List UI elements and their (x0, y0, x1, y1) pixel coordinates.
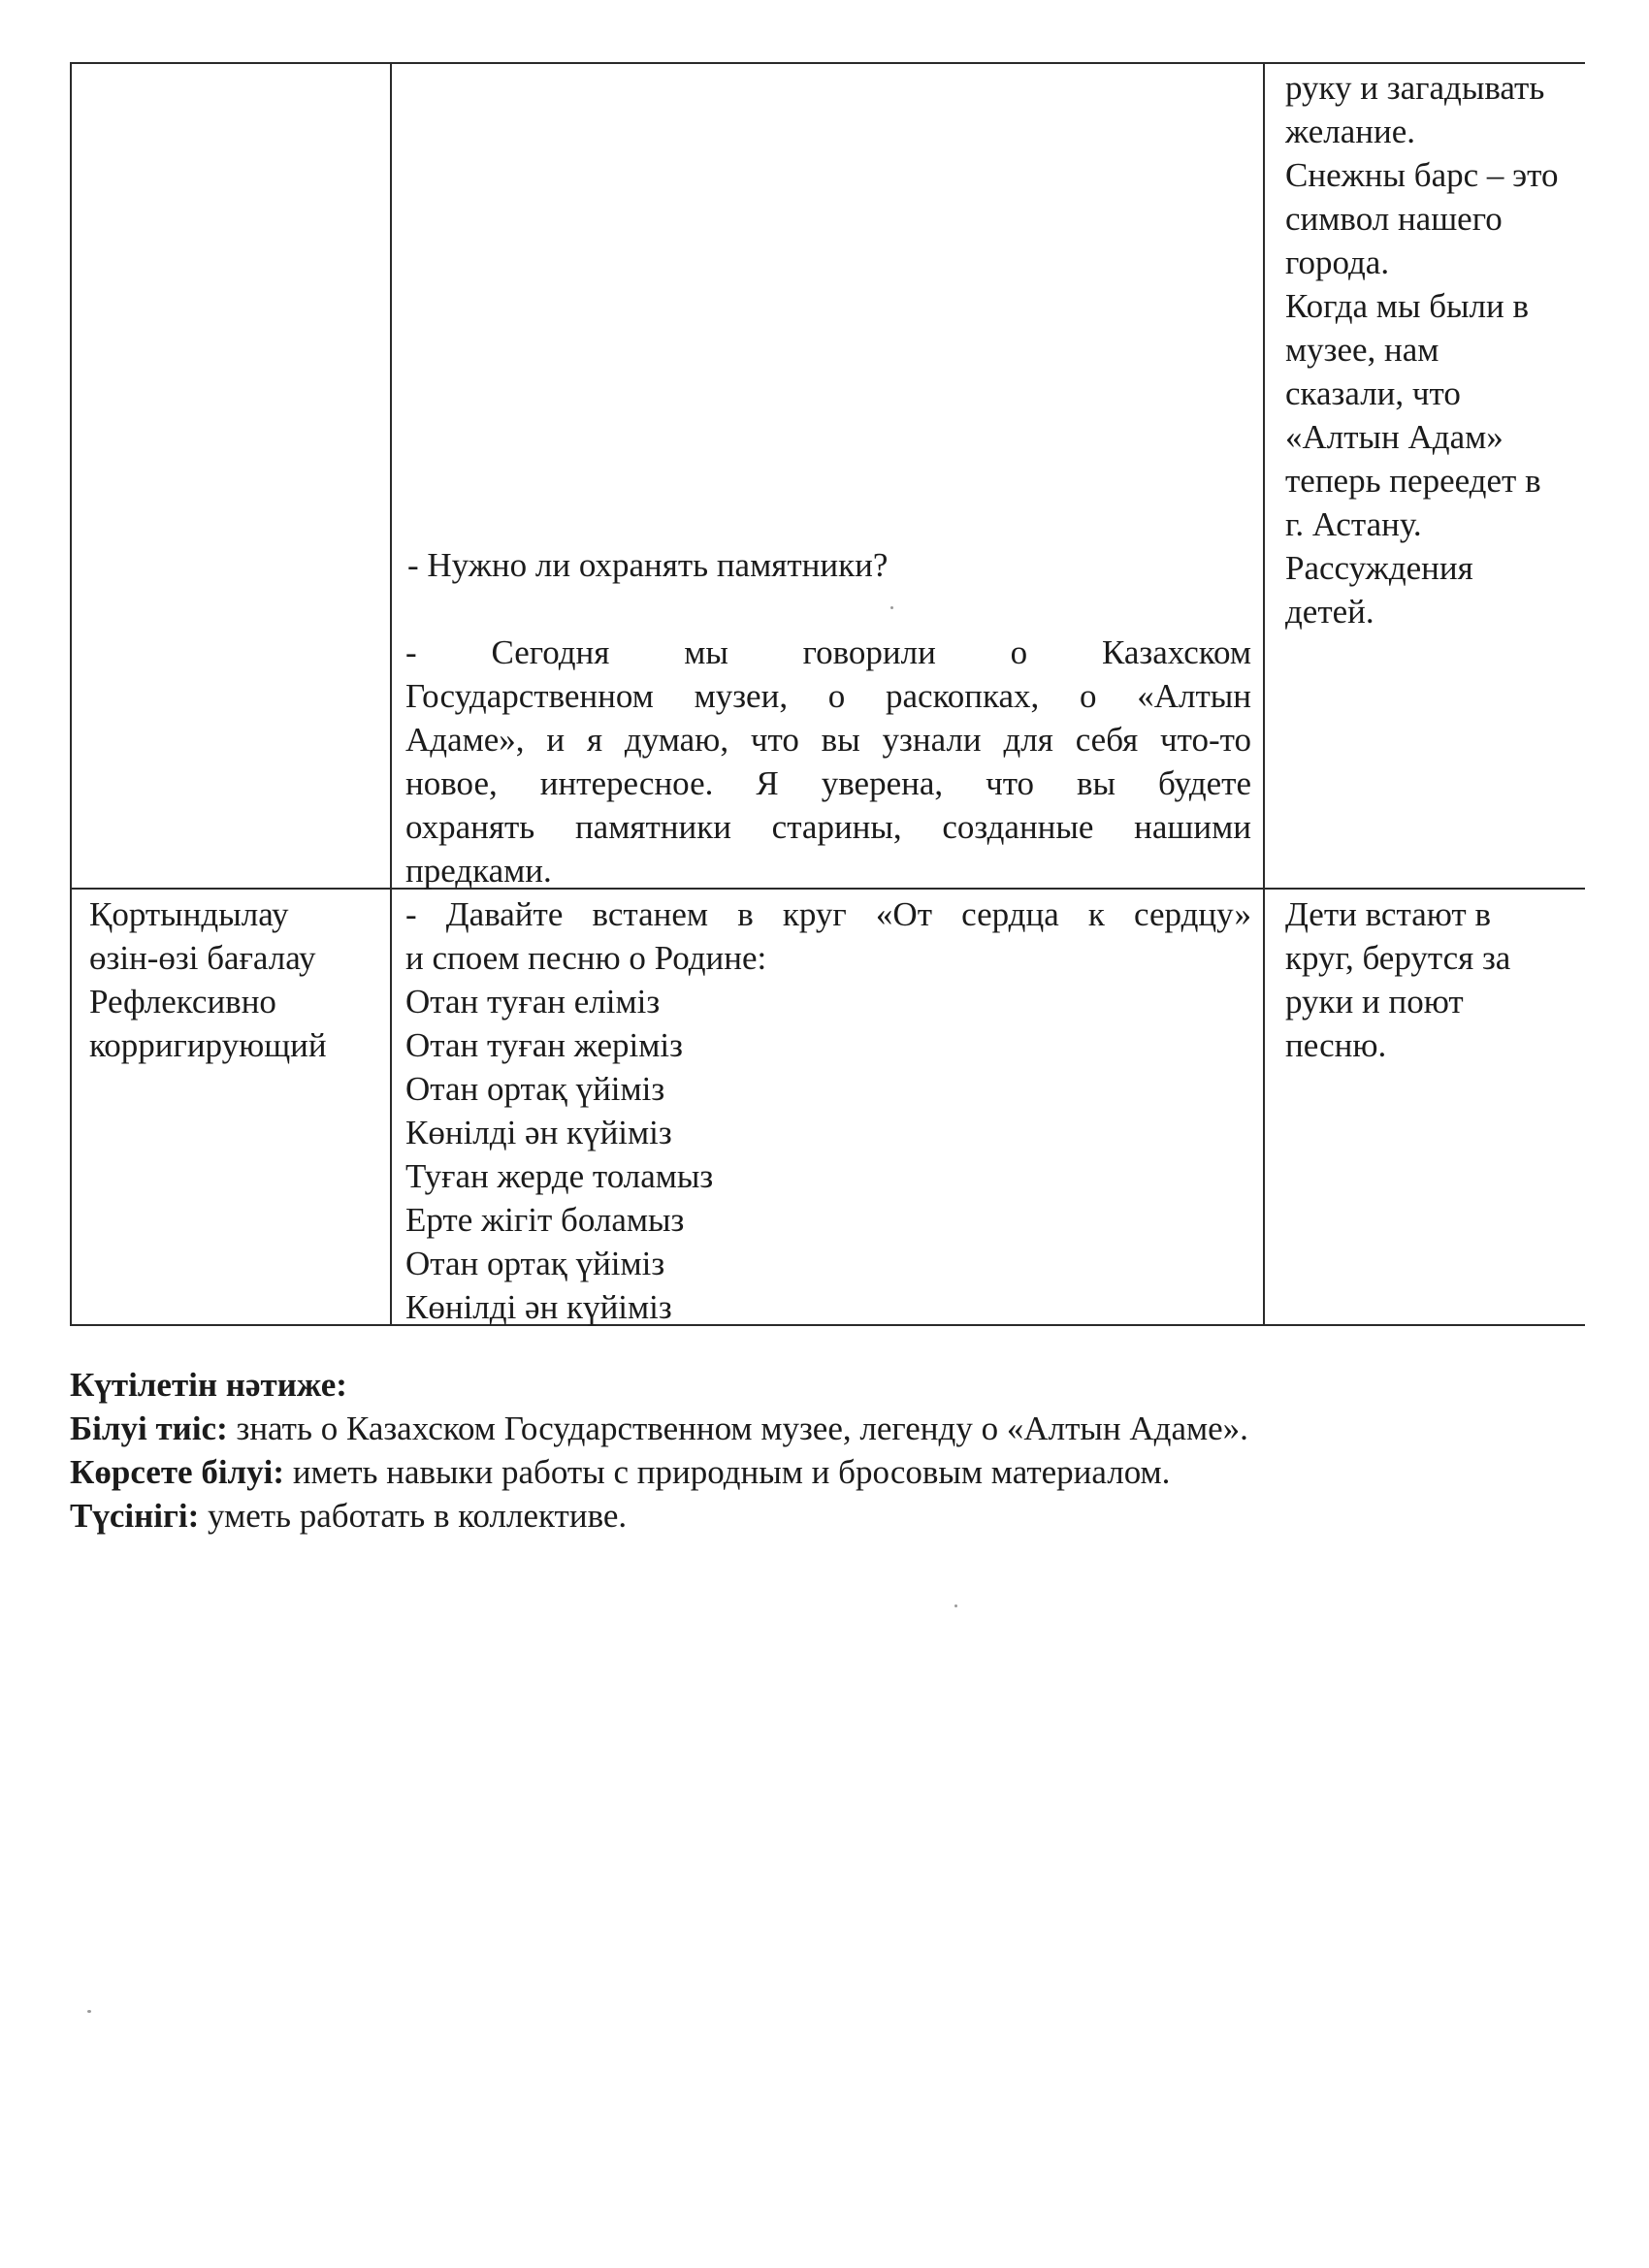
text-line: Снежны барс – это (1285, 156, 1559, 194)
song-line: Ерте жігіт боламыз (405, 1201, 685, 1239)
table-bottom-border (70, 1324, 1585, 1326)
scan-speck (890, 606, 893, 609)
song-line: Отан туған еліміз (405, 983, 661, 1021)
row2-song (405, 936, 766, 1329)
row2-teacher-intro (405, 892, 1251, 936)
text-line: предками. (405, 852, 552, 890)
results-heading: Күтілетін нәтиже: (70, 1366, 347, 1404)
song-line: Отан ортақ үйіміз (405, 1245, 665, 1282)
text-line: Государственном музеи, о раскопках, о «Алтын (405, 677, 1251, 715)
text-line: охранять памятники старины, созданные нашими (405, 808, 1251, 846)
text-line: песню. (1285, 1026, 1387, 1064)
result-label: Білуі тиіс: (70, 1409, 228, 1447)
result-understanding (70, 1494, 1248, 1538)
result-text: иметь навыки работы с природным и бросовым материалом. (284, 1453, 1171, 1491)
result-text: уметь работать в коллективе. (199, 1497, 628, 1535)
text-line: руки и поют (1285, 983, 1464, 1021)
table-left-border (70, 62, 72, 1326)
result-text: знать о Казахском Государственном музее, легенду о «Алтын Адаме». (227, 1409, 1248, 1447)
result-label: Көрсете білуі: (70, 1453, 285, 1491)
text-line: руку и загадывать (1285, 69, 1545, 107)
text-line: круг, берутся за (1285, 939, 1511, 977)
row2-children-response (1285, 892, 1510, 1067)
text-line: өзін-өзі бағалау (89, 939, 316, 977)
result-knowledge (70, 1407, 1248, 1450)
text-line: Қортындылау (89, 895, 289, 933)
text-line: Дети встают в (1285, 895, 1491, 933)
text-line: «Алтын Адам» (1285, 418, 1504, 456)
text-line: - Сегодня мы говорили о Казахском (405, 633, 1251, 671)
row1-teacher-closing (405, 631, 1251, 892)
row1-children-response (1285, 66, 1559, 633)
text-line: новое, интересное. Я уверена, что вы будете (405, 764, 1251, 802)
text-line: символ нашего (1285, 200, 1503, 238)
song-line: Көнілді ән күйіміз (405, 1288, 672, 1326)
expected-results (70, 1363, 1248, 1538)
song-line: Отан ортақ үйіміз (405, 1070, 665, 1108)
text-line: Когда мы были в (1285, 287, 1530, 325)
row2-stage-name (89, 892, 327, 1067)
text-line: и споем песню о Родине: (405, 939, 767, 977)
text-line: сказали, что (1285, 374, 1461, 412)
text-line: города. (1285, 243, 1390, 281)
text-line: Адаме», и я думаю, что вы узнали для себя что-то (405, 721, 1251, 759)
text-line: Рефлексивно (89, 983, 276, 1021)
table-col-divider-1 (390, 62, 392, 1326)
result-skills (70, 1450, 1248, 1494)
text-line: - Нужно ли охранять памятники? (407, 546, 889, 584)
table-top-border (70, 62, 1585, 64)
text-line: теперь переедет в (1285, 462, 1541, 500)
song-line: Отан туған жеріміз (405, 1026, 683, 1064)
text-line: музее, нам (1285, 331, 1439, 369)
text-line: Рассуждения (1285, 549, 1473, 587)
text-line: - Давайте встанем в круг «От сердца к сердцу» (405, 895, 1251, 933)
song-line: Көнілді ән күйіміз (405, 1114, 672, 1151)
table-col-divider-2 (1263, 62, 1265, 1326)
scan-speck (87, 2010, 91, 2013)
text-line: корригирующий (89, 1026, 327, 1064)
scan-speck (954, 1604, 957, 1607)
text-line: детей. (1285, 593, 1374, 631)
result-label: Түсінігі: (70, 1497, 200, 1535)
text-line: г. Астану. (1285, 505, 1422, 543)
row1-teacher-question (407, 543, 888, 587)
song-line: Туған жерде толамыз (405, 1157, 714, 1195)
text-line: желание. (1285, 113, 1416, 150)
